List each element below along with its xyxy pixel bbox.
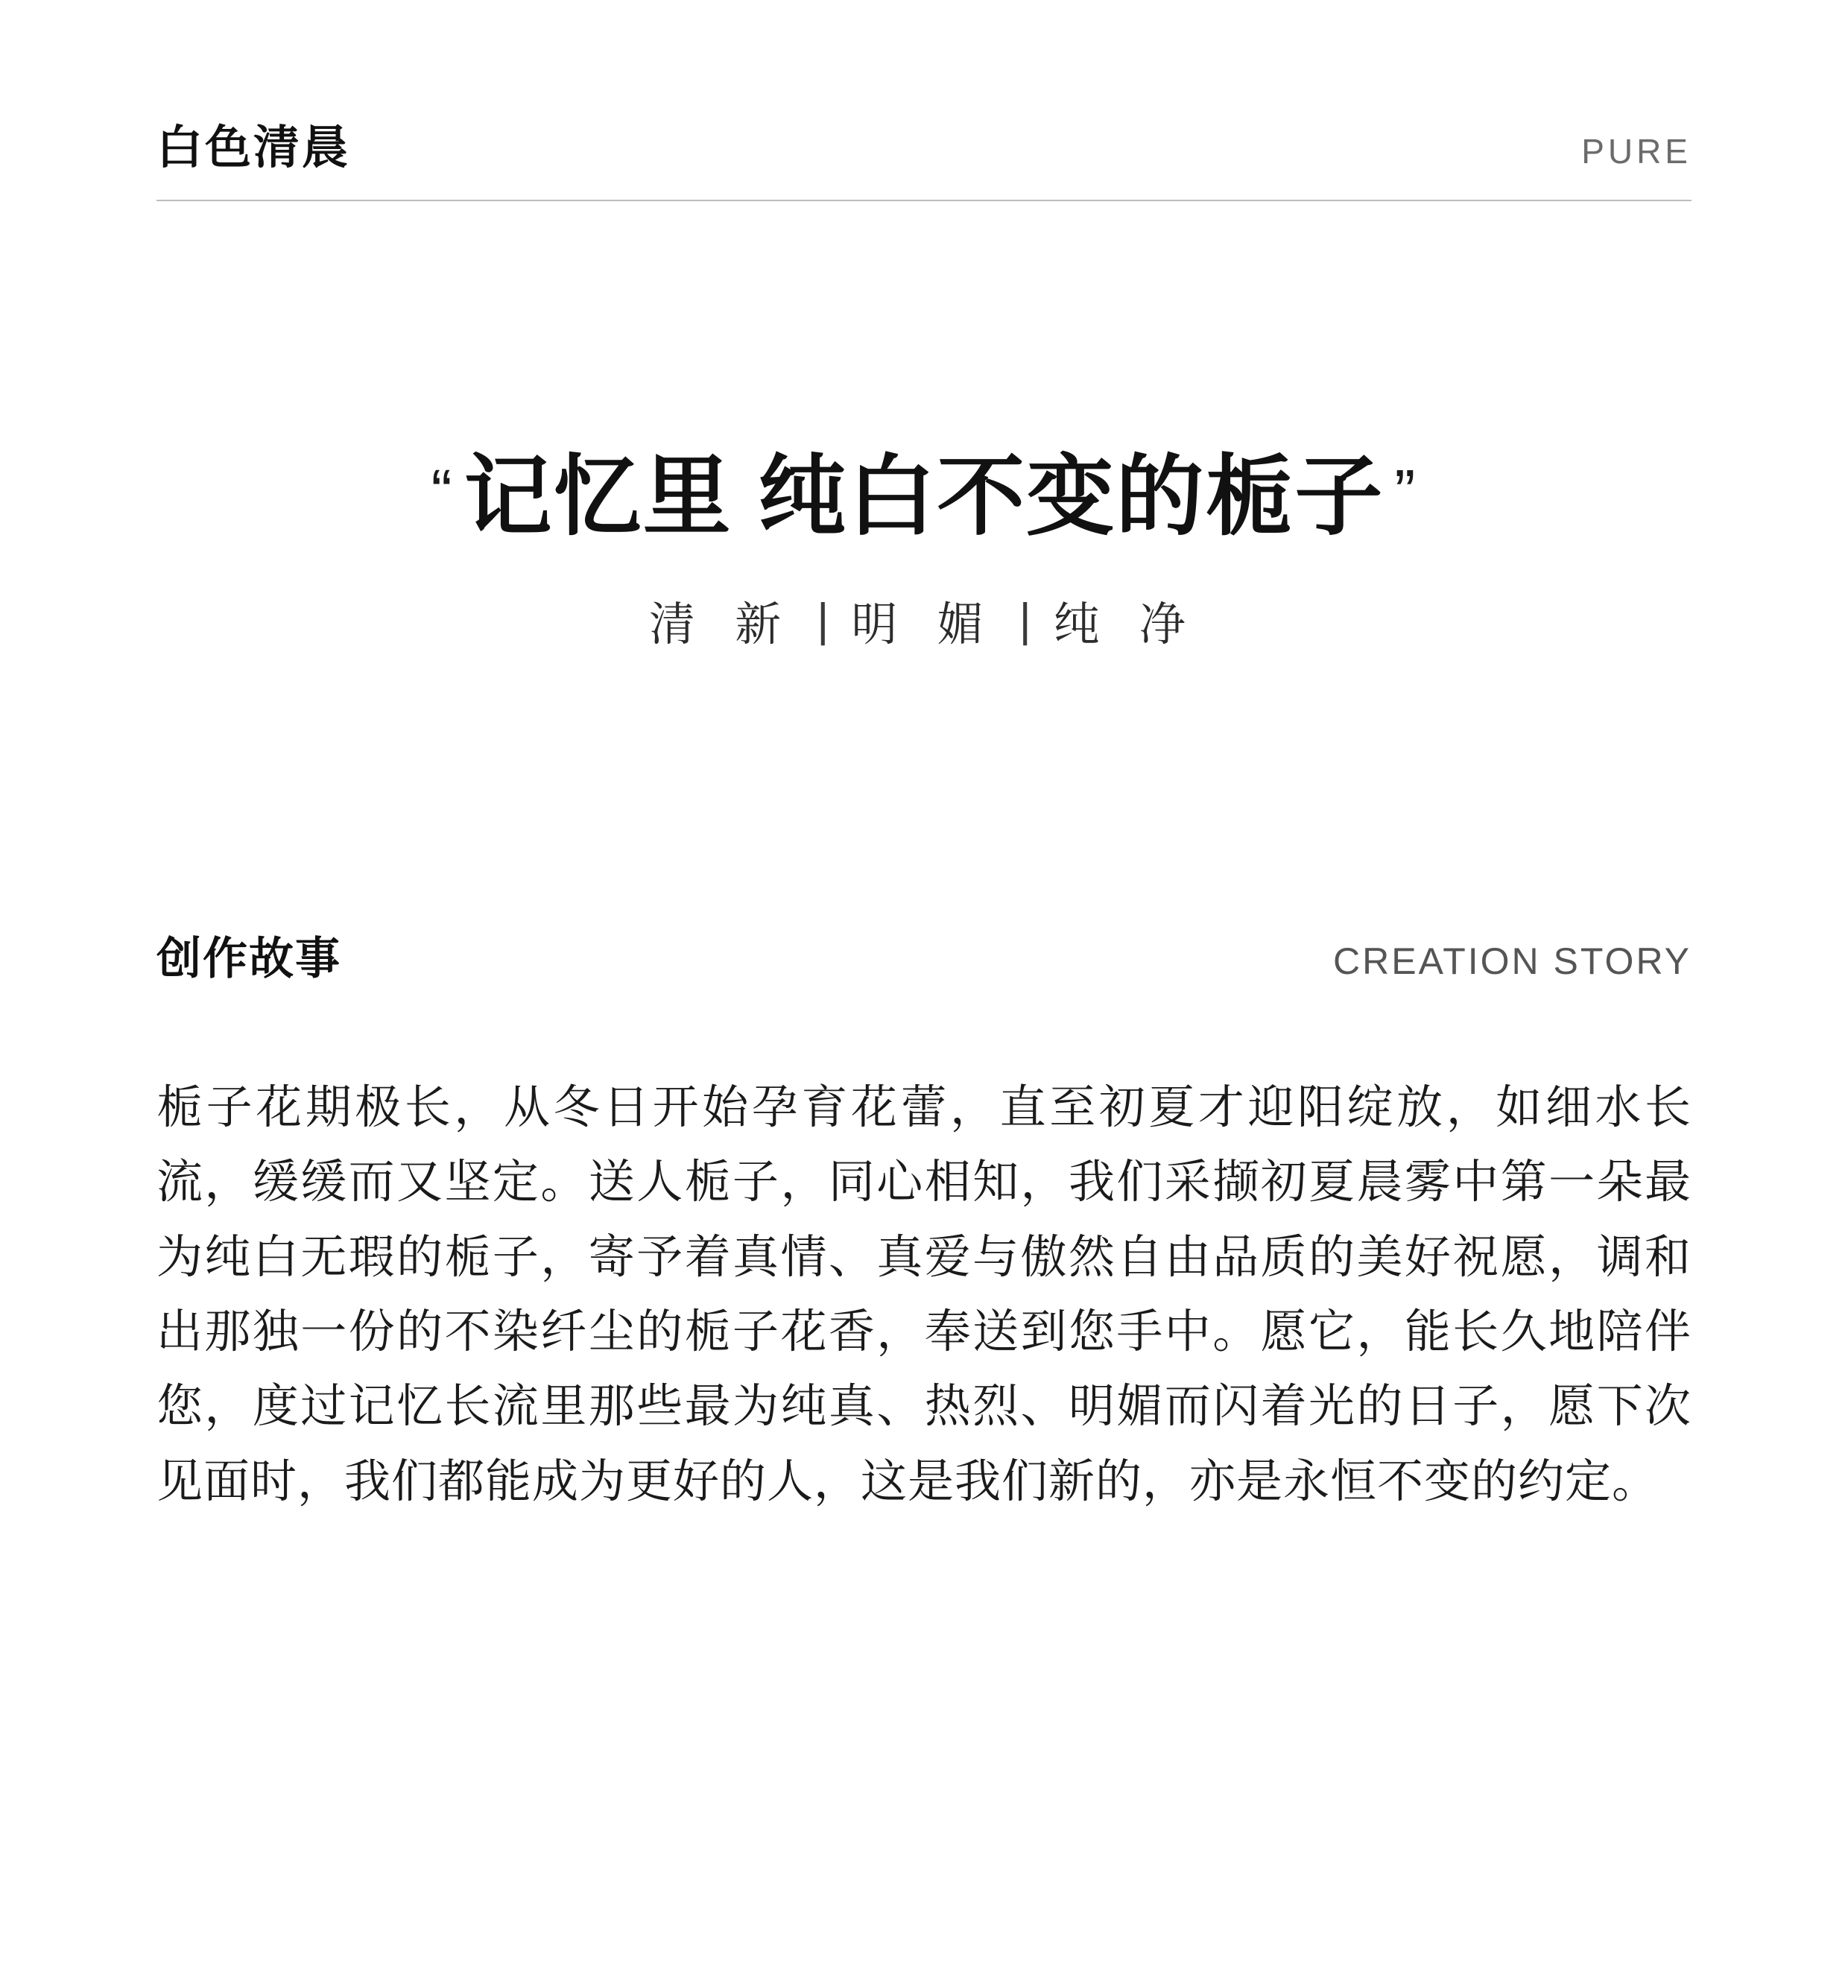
hero-quote xyxy=(156,447,1692,548)
section-title-en: CREATION STORY xyxy=(1333,940,1692,982)
creation-story-header xyxy=(156,933,1692,984)
keyword-separator-1: | xyxy=(817,594,829,646)
hero-keywords xyxy=(156,587,1692,653)
quote-open-icon: “ xyxy=(431,457,454,527)
hero-keyword-1: 清 新 xyxy=(649,598,795,650)
hero-keyword-3: 纯 净 xyxy=(1053,598,1199,650)
hero-keyword-2: 明 媚 xyxy=(851,598,997,650)
hero-quote-text: 记忆里 纯白不变的栀子 xyxy=(463,448,1385,546)
page-header xyxy=(156,0,1692,201)
quote-close-icon: ” xyxy=(1394,457,1417,527)
creation-story-body: 栀子花期极长，从冬日开始孕育花蕾，直至初夏才迎阳绽放，如细水长流，缓缓而又坚定。送人栀子，同心相知，我们采撷初夏晨雾中第一朵最为纯白无瑕的栀子，寄予着真情、真爱与傲然自由品质的美好祝愿，调和出那独一份的不染纤尘的栀子花香，奉送到您手中。愿它，能长久地陪伴您，度过记忆长流里那些最为纯真、热烈、明媚而闪着光的日子，愿下次见面时，我们都能成为更好的人，这是我们新的，亦是永恒不变的约定。 xyxy=(156,1081,1692,1507)
page-title: 白色清晨 xyxy=(156,122,351,174)
keyword-separator-2: | xyxy=(1019,594,1031,646)
brand-mark: PURE xyxy=(1581,132,1692,171)
section-title-cn: 创作故事 xyxy=(156,933,341,984)
hero-section xyxy=(156,447,1692,653)
